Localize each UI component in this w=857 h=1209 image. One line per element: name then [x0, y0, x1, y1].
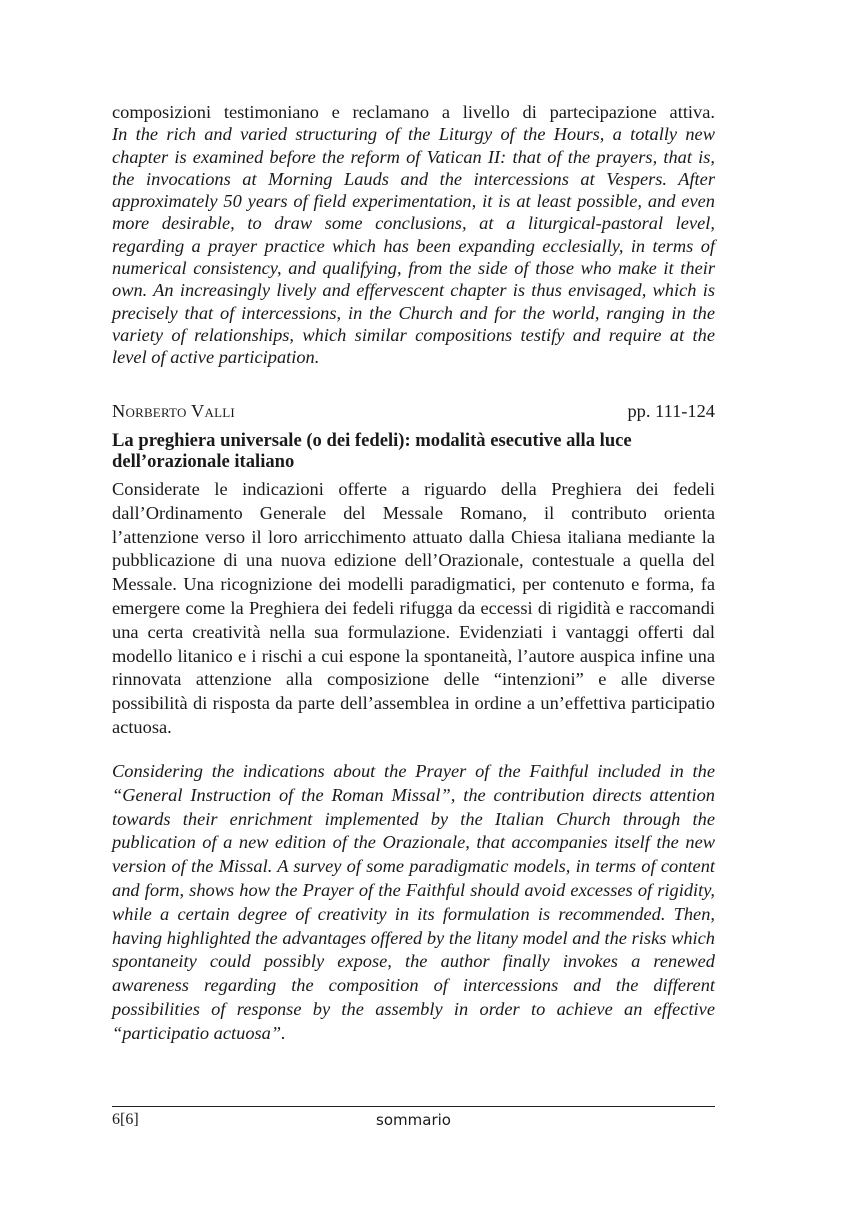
previous-abstract — [112, 101, 715, 369]
article-header — [112, 401, 715, 427]
italian-abstract: Considerate le indicazioni offerte a riguardo della Preghiera dei fedeli dall’Ordinamento Generale del Messale Romano, il contributo orienta l’attenzione verso il loro arricchimento attuato dalla Chiesa italiana mediante la pubblicazione di una nuova edizione dell’Orazionale, contestuale a quella del Messale. Una ricognizione dei modelli paradigmatici, per contenuto e forma, fa emergere come la Preghiera dei fedeli rifugga da eccessi di rigidità e raccomandi una certa creatività nella sua formulazione. Evidenziati i vantaggi offerti dal modello litanico e i rischi a cui espone la spontaneità, l’autore auspica infine una rinnovata attenzione alla composizione delle “intenzioni” e alle diverse possibilità di risposta da parte dell’assemblea in ordine a un’effettiva participatio actuosa. — [112, 479, 715, 737]
footer-rule — [112, 1106, 715, 1107]
section-label: sommario — [376, 1111, 451, 1129]
italian-abstract-ending: composizioni testimoniano e reclamano a livello di partecipazione attiva. — [112, 102, 715, 122]
author-name: Norberto Valli — [112, 401, 235, 421]
page-range: pp. 111-124 — [627, 401, 715, 421]
english-abstract-2: Considering the indications about the Prayer of the Faithful included in the “General Instruction of the Roman Missal”, the contribution directs attention towards their enrichment implemented by the Italian Church through the publication of a new edition of the Orazionale, that accompanies itself the new version of the Missal. A survey of some paradigmatic models, in terms of content and form, shows how the Prayer of the Faithful should avoid excesses of rigidity, while a certain degree of creativity in its formulation is recommended. Then, having highlighted the advantages offered by the litany model and the risks which spontaneity could possibly expose, the author finally invokes a renewed awareness regarding the composition of intercessions and the different possibilities of response by the assembly in order to achieve an effective “participatio actuosa”. — [112, 761, 715, 1043]
page-number: 6[6] — [112, 1111, 139, 1128]
article-title: La preghiera universale (o dei fedeli): modalità esecutive alla luce dell’orazionale italiano — [112, 430, 632, 472]
page-footer — [112, 1111, 715, 1135]
english-abstract: In the rich and varied structuring of the Liturgy of the Hours, a totally new chapter is examined before the reform of Vatican II: that of the prayers, that is, the invocations at Morning Lauds and the intercessions at Vespers. After approximately 50 years of field experimentation, it is at least possible, and even more desirable, to draw some conclusions, at a liturgical-pastoral level, regarding a prayer practice which has been expanding ecclesially, in terms of numerical consistency, and qualifying, from the side of those who make it their own. An increasingly lively and effervescent chapter is thus envisaged, which is precisely that of intercessions, in the Church and for the world, ranging in the variety of relationships, which similar compositions testify and require at the level of active participation. — [112, 124, 715, 368]
